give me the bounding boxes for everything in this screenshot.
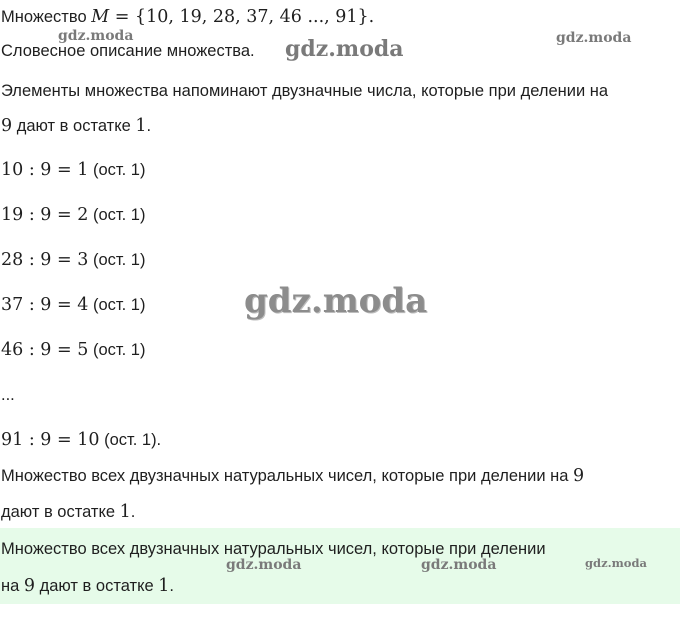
summary-text: дают в остатке [1,503,120,521]
division-expression: 19 : 9 = 2 [1,205,89,225]
sentence-end: . [169,577,174,595]
watermark-logo: gdz.moda [244,281,428,321]
sentence-end: . [146,117,152,135]
watermark-logo: gdz.moda [421,557,497,573]
division-expression: 28 : 9 = 3 [1,250,89,270]
division-row [1,339,145,361]
watermark-logo: gdz.moda [226,557,302,573]
division-row [1,204,145,226]
sentence-end: . [130,503,136,521]
division-row [1,249,145,271]
divisor-number: 9 [23,576,36,596]
remainder-number: 1 [119,502,131,522]
verbal-heading-text: Словесное описание множества. [1,42,255,60]
summary-text: Множество всех двузначных натуральных чисел, которые при делении на [1,467,574,485]
division-remainder-note: (ост. 1). [99,431,162,449]
division-remainder-note: (ост. 1) [88,161,146,179]
division-expression: 46 : 9 = 5 [1,340,89,360]
summary-line-1 [1,465,584,487]
watermark-logo: gdz.moda [58,28,134,44]
division-row [1,294,145,316]
summary-line-2 [1,501,135,523]
remainder-number: 1 [135,116,147,136]
elements-description-text: Элементы множества напоминают двузначные числа, которые при делении на [1,82,609,100]
elements-description-line-2 [1,115,151,137]
division-remainder-note: (ост. 1) [88,206,146,224]
last-division-row [1,429,161,451]
watermark-logo: gdz.moda [556,30,632,46]
division-expression: 10 : 9 = 1 [1,160,89,180]
elements-description-line-1 [1,80,608,102]
answer-text: Множество всех двузначных натуральных чисел, которые при делении [1,540,546,558]
division-expression: 37 : 9 = 4 [1,295,89,315]
set-expression: = {10, 19, 28, 37, 46 ..., 91}. [109,7,375,27]
answer-text: дают в остатке [35,577,159,595]
answer-text: на [1,577,24,595]
ellipsis-text: ... [1,386,15,404]
divisor-number: 9 [573,466,585,486]
division-remainder-note: (ост. 1) [88,296,146,314]
division-expression: 91 : 9 = 10 [1,430,100,450]
set-definition-line [1,6,374,28]
remainder-number: 1 [158,576,170,596]
division-row [1,159,145,181]
division-remainder-note: (ост. 1) [88,341,146,359]
divisor-number: 9 [1,116,13,136]
set-prefix: Множество [1,8,92,26]
set-name: M [91,7,110,27]
answer-line-2 [1,575,174,597]
division-remainder-note: (ост. 1) [88,251,146,269]
elements-remainder-text: дают в остатке [12,117,136,135]
watermark-logo: gdz.moda [585,556,647,570]
watermark-logo: gdz.moda [285,36,404,62]
ellipsis-line [1,384,15,406]
